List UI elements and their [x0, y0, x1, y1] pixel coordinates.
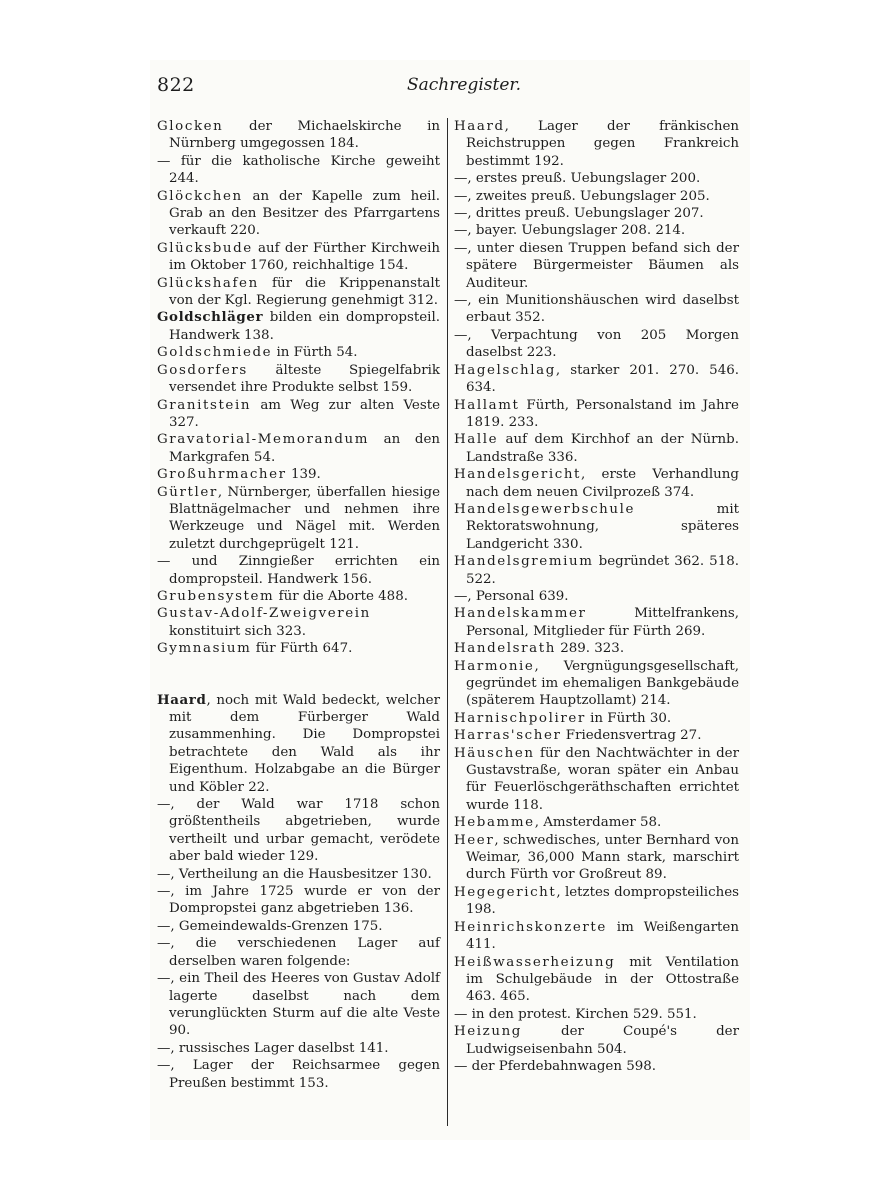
index-entry — [157, 240, 440, 275]
entry-keyword: Goldschmiede — [157, 345, 273, 361]
entry-keyword: Glückshafen — [157, 275, 259, 291]
index-entry — [454, 640, 739, 657]
entry-text: auf dem Kirchhof an der Nürnb. Landstraße 336. — [466, 432, 739, 465]
index-entry — [454, 501, 739, 553]
index-entry — [157, 553, 440, 588]
index-entry — [454, 205, 739, 222]
column-divider — [447, 118, 448, 1126]
entry-text: —, im Jahre 1725 wurde er von der Dompropstei ganz abgetrieben 136. — [157, 884, 440, 917]
page-header — [157, 74, 737, 104]
index-entry — [157, 344, 440, 361]
entry-keyword: Granitstein — [157, 397, 252, 413]
entry-text: — der Pferdebahnwagen 598. — [454, 1058, 657, 1074]
index-entry — [157, 309, 440, 344]
index-columns — [157, 118, 742, 1130]
entry-keyword: Handelsgericht — [454, 467, 582, 483]
index-entry — [157, 275, 440, 310]
entry-text: , letztes dompropsteiliches 198. — [466, 884, 739, 918]
entry-text: für den Nachtwächter in der Gustavstraße, woran später ein Anbau für Feuerlöschgeräthschaften errichtet wurde 118. — [466, 745, 739, 813]
index-entry — [454, 118, 739, 170]
entry-text: für Fürth 647. — [251, 641, 353, 657]
entry-text: für die Aborte 488. — [274, 588, 408, 604]
index-entry — [157, 397, 440, 432]
entry-text: —, zweites preuß. Uebungslager 205. — [454, 188, 710, 204]
entry-text: Friedensvertrag 27. — [561, 728, 702, 744]
entry-keyword: Glöckchen — [157, 188, 243, 204]
index-entry — [157, 188, 440, 240]
entry-keyword: Gosdorfers — [157, 362, 248, 378]
entry-keyword: Hegegericht — [454, 884, 557, 900]
entry-keyword: Gravatorial-Memorandum — [157, 432, 370, 448]
entry-keyword: Harmonie — [454, 658, 535, 674]
index-entry — [157, 484, 440, 554]
index-entry — [454, 814, 739, 831]
index-entry — [157, 640, 440, 657]
entry-keyword: Großuhrmacher — [157, 467, 287, 483]
entry-keyword: Harnischpolirer — [454, 710, 586, 726]
index-entry — [454, 954, 739, 1006]
entry-text: —, erstes preuß. Uebungslager 200. — [454, 171, 701, 187]
entry-text: — und Zinngießer errichten ein dompropsteil. Handwerk 156. — [157, 554, 440, 587]
entry-keyword: Handelsgremium — [454, 554, 594, 570]
entry-text: —, bayer. Uebungslager 208. 214. — [454, 223, 686, 239]
index-entry — [157, 866, 440, 883]
index-entry — [157, 605, 440, 640]
entry-text: für die Krippenanstalt von der Kgl. Regierung genehmigt 312. — [169, 275, 440, 309]
entry-text: —, ein Theil des Heeres von Gustav Adolf lagerte daselbst nach dem verunglückten Sturm auf die alte Veste 90. — [157, 971, 440, 1039]
index-entry — [454, 222, 739, 239]
index-entry — [454, 431, 739, 466]
entry-keyword: Heinrichskonzerte — [454, 919, 607, 935]
index-entry — [454, 710, 739, 727]
entry-text: bilden ein dompropsteil. Handwerk 138. — [169, 310, 440, 343]
entry-keyword: Haard — [454, 119, 505, 134]
index-entry — [454, 727, 739, 744]
entry-text: an den Markgrafen 54. — [169, 432, 440, 465]
index-entry — [157, 431, 440, 466]
index-entry — [454, 240, 739, 292]
entry-text: —, drittes preuß. Uebungslager 207. — [454, 206, 704, 222]
entry-text: —, russisches Lager daselbst 141. — [157, 1040, 389, 1056]
index-entry — [454, 362, 739, 397]
index-entry — [454, 919, 739, 954]
index-entry — [454, 745, 739, 815]
entry-text: in Fürth 54. — [272, 345, 358, 361]
index-entry — [454, 397, 739, 432]
index-entry — [454, 1058, 739, 1075]
entry-keyword: Heer — [454, 832, 495, 848]
index-entry — [454, 832, 739, 884]
entry-text: mit Rektoratswohnung, späteres Landgericht 330. — [466, 501, 739, 552]
index-entry — [157, 466, 440, 483]
entry-text: Mittelfrankens, Personal, Mitglieder für Fürth 269. — [466, 606, 739, 639]
index-entry — [454, 466, 739, 501]
index-entry — [454, 292, 739, 327]
entry-keyword: Heißwasserheizung — [454, 954, 616, 970]
entry-text: an der Kapelle zum heil. Grab an den Besitzer des Pfarrgartens verkauft 220. — [169, 188, 440, 239]
entry-keyword: Glocken — [157, 119, 224, 134]
right-column — [454, 118, 739, 1075]
entry-text: im Weißengarten 411. — [466, 919, 739, 953]
index-entry — [157, 362, 440, 397]
index-entry — [157, 918, 440, 935]
page-number: 822 — [157, 74, 195, 96]
entry-keyword: Hebamme — [454, 815, 535, 831]
index-entry — [454, 553, 739, 588]
entry-keyword: Glücksbude — [157, 240, 253, 256]
entry-text: , starker 201. 270. 546. 634. — [466, 362, 739, 396]
entry-keyword: Harras'scher — [454, 728, 562, 744]
entry-text: , noch mit Wald bedeckt, welcher mit dem Fürberger Wald zusammenhing. Die Dompropstei betrachtete den Wald als ihr Eigenthum. Holzabgabe an die Bürger und Köbler 22. — [169, 692, 440, 795]
entry-text: — für die katholische Kirche geweiht 244. — [157, 153, 440, 187]
entry-text: —, die verschiedenen Lager auf derselben waren folgende: — [157, 936, 440, 969]
index-entry — [157, 796, 440, 866]
entry-text: , Vergnügungsgesellschaft, gegründet im ehemaligen Bankgebäude (späterem Hauptzollamt) 214. — [466, 658, 739, 709]
entry-text: auf der Fürther Kirchweih im Oktober 1760, reichhaltige 154. — [169, 240, 440, 274]
entry-keyword: Grubensystem — [157, 588, 275, 604]
running-title: Sachregister. — [407, 75, 522, 95]
index-entry — [157, 588, 440, 605]
entry-text: , Lager der fränkischen Reichstruppen gegen Frankreich bestimmt 192. — [466, 119, 739, 169]
entry-text: —, Personal 639. — [454, 588, 569, 604]
entry-keyword: Handelsgewerbschule — [454, 501, 636, 517]
index-entry — [157, 883, 440, 918]
index-entry — [454, 588, 739, 605]
entry-keyword: Handelsrath — [454, 641, 556, 657]
index-entry — [157, 1040, 440, 1057]
entry-text: —, Lager der Reichsarmee gegen Preußen bestimmt 153. — [157, 1058, 440, 1091]
index-entry — [454, 605, 739, 640]
entry-keyword: Halle — [454, 432, 499, 448]
index-entry — [157, 970, 440, 1040]
entry-text: 289. 323. — [555, 641, 625, 657]
index-entry — [454, 658, 739, 710]
index-entry — [454, 1006, 739, 1023]
entry-text: , Nürnberger, überfallen hiesige Blattnägelmacher und nehmen ihre Werkzeuge und Nägel mit. Werden zuletzt durchgeprügelt 121. — [169, 484, 440, 552]
entry-keyword: Handelskammer — [454, 606, 587, 622]
index-entry — [454, 1023, 739, 1058]
entry-text: , erste Verhandlung nach dem neuen Civilprozeß 374. — [466, 467, 739, 500]
entry-text: konstituirt sich 323. — [169, 623, 307, 639]
entry-text: 139. — [286, 467, 321, 483]
entry-keyword: Goldschläger — [157, 309, 264, 326]
entry-text: —, Gemeindewalds-Grenzen 175. — [157, 918, 383, 934]
entry-text: —, ein Munitionshäuschen wird daselbst erbaut 352. — [454, 293, 739, 326]
index-entry — [157, 118, 440, 153]
entry-keyword: Hagelschlag — [454, 362, 556, 378]
entry-text: älteste Spiegelfabrik versendet ihre Produkte selbst 159. — [169, 362, 440, 396]
entry-text: der Michaelskirche in Nürnberg umgegossen 184. — [169, 119, 440, 152]
index-entry — [454, 884, 739, 919]
left-column — [157, 118, 440, 1092]
entry-keyword: Gustav-Adolf-Zweigverein — [157, 606, 371, 622]
entry-text: —, unter diesen Truppen befand sich der spätere Bürgermeister Bäumen als Auditeur. — [454, 240, 739, 291]
index-entry — [454, 327, 739, 362]
entry-keyword: Haard — [157, 691, 207, 708]
index-entry — [157, 1057, 440, 1092]
entry-keyword: Hallamt — [454, 397, 520, 413]
entry-text: —, Vertheilung an die Hausbesitzer 130. — [157, 866, 432, 882]
entry-keyword: Heizung — [454, 1024, 522, 1040]
entry-text: — in den protest. Kirchen 529. 551. — [454, 1006, 697, 1022]
entry-text: Fürth, Personalstand im Jahre 1819. 233. — [466, 397, 739, 430]
entry-text: —, Verpachtung von 205 Morgen daselbst 223. — [454, 327, 739, 361]
entry-text: begründet 362. 518. 522. — [466, 554, 739, 587]
index-entry — [157, 935, 440, 970]
entry-text: , Amsterdamer 58. — [534, 815, 662, 831]
entry-keyword: Gymnasium — [157, 641, 252, 657]
entry-text: in Fürth 30. — [585, 710, 672, 726]
index-entry — [454, 188, 739, 205]
entry-keyword: Gürtler — [157, 484, 218, 500]
entry-text: , schwedisches, unter Bernhard von Weimar, 36,000 Mann stark, marschirt durch Fürth vor Großreut 89. — [466, 832, 739, 883]
entry-keyword: Häuschen — [454, 745, 535, 761]
index-entry — [157, 692, 440, 796]
entry-text: am Weg zur alten Veste 327. — [169, 397, 440, 430]
index-entry — [157, 153, 440, 188]
entry-text: der Coupé's der Ludwigseisenbahn 504. — [466, 1024, 739, 1057]
entry-text: —, der Wald war 1718 schon größtentheils abgetrieben, wurde vertheilt und urbar gemacht, verödete aber bald wieder 129. — [157, 797, 440, 865]
entry-text: mit Ventilation im Schulgebäude in der Ottostraße 463. 465. — [466, 954, 739, 1005]
index-entry — [454, 170, 739, 187]
